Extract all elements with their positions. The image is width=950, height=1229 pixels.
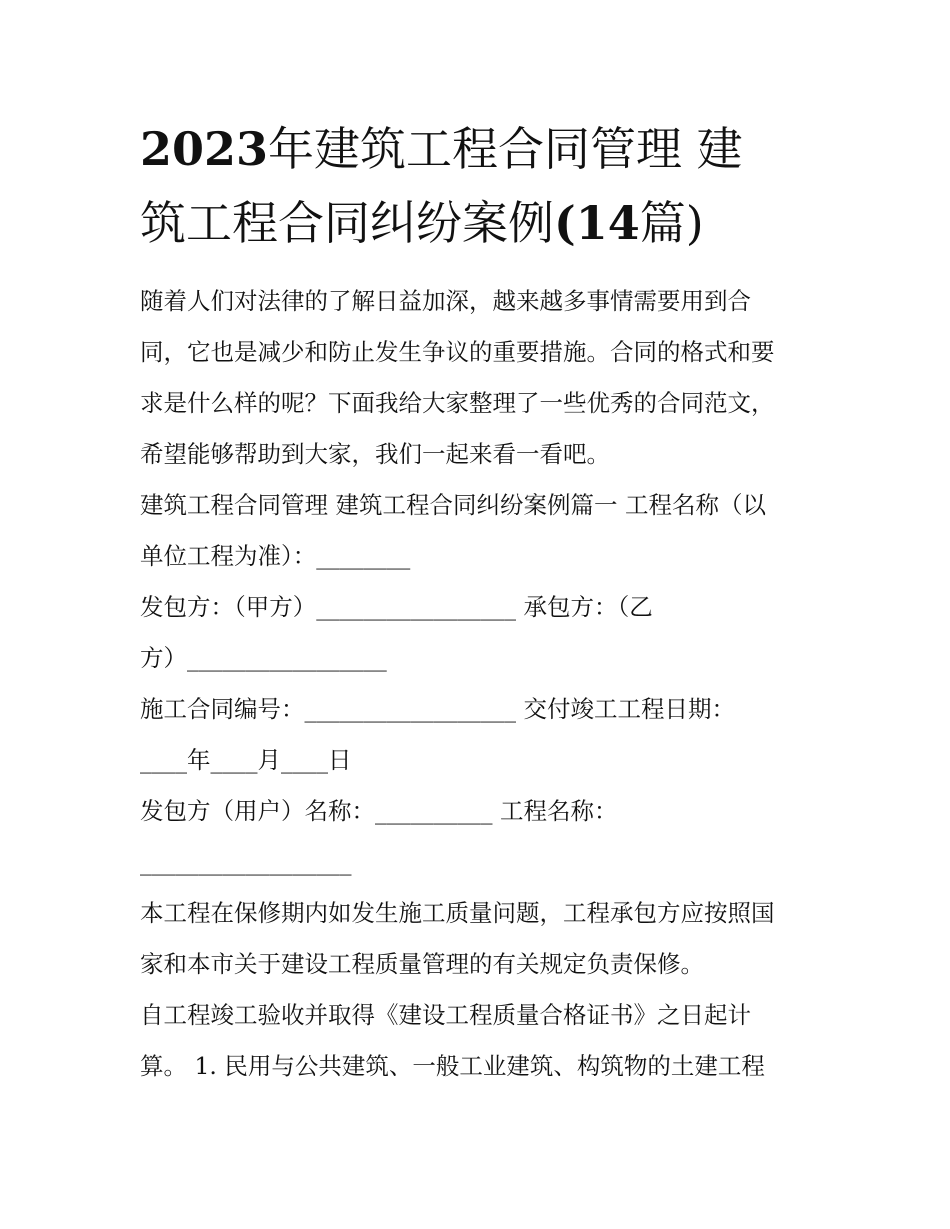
warranty-period-paragraph — [140, 990, 816, 1092]
client-line: __________________ — [140, 848, 352, 876]
section-line: 建筑工程合同管理 建筑工程合同纠纷案例篇一 工程名称（以 — [140, 491, 766, 519]
intro-paragraph — [140, 276, 816, 480]
title-line-2 — [140, 186, 820, 260]
contract-line: ____年____月____日 — [140, 746, 352, 774]
party-line: 发包方：（甲方）_________________ 承包方：（乙 — [140, 593, 653, 621]
title-line-1 — [140, 112, 820, 186]
party-line: 方）_________________ — [140, 644, 387, 672]
period-line: 算。 1. 民用与公共建筑、一般工业建筑、构筑物的土建工程 — [140, 1052, 765, 1080]
title-unit: 篇) — [639, 196, 704, 250]
warranty-line: 家和本市关于建设工程质量管理的有关规定负责保修。 — [140, 950, 704, 978]
title-year: 2023 — [140, 122, 269, 176]
client-paragraph — [140, 786, 816, 888]
intro-line: 随着人们对法律的了解日益加深，越来越多事情需要用到合 — [140, 287, 751, 315]
warranty-line: 本工程在保修期内如发生施工质量问题，工程承包方应按照国 — [140, 899, 775, 927]
contract-line: 施工合同编号：__________________ 交付竣工工程日期： — [140, 695, 735, 723]
intro-line: 同，它也是减少和防止发生争议的重要措施。合同的格式和要 — [140, 338, 775, 366]
document-body — [140, 276, 816, 1092]
section-heading-paragraph — [140, 480, 816, 582]
period-line: 自工程竣工验收并取得《建设工程质量合格证书》之日起计 — [140, 1001, 751, 1029]
parties-paragraph — [140, 582, 816, 684]
title-text-1: 年建筑工程合同管理 建 — [268, 122, 743, 176]
title-count: (14 — [554, 196, 640, 250]
warranty-paragraph — [140, 888, 816, 990]
client-line: 发包方（用户）名称：__________ 工程名称： — [140, 797, 618, 825]
intro-line: 求是什么样的呢？下面我给大家整理了一些优秀的合同范文， — [140, 389, 775, 417]
title-text-2: 筑工程合同纠纷案例 — [140, 196, 554, 250]
intro-line: 希望能够帮助到大家，我们一起来看一看吧。 — [140, 440, 610, 468]
document-title — [140, 112, 820, 260]
contract-number-paragraph — [140, 684, 816, 786]
section-line: 单位工程为准）：________ — [140, 542, 411, 570]
